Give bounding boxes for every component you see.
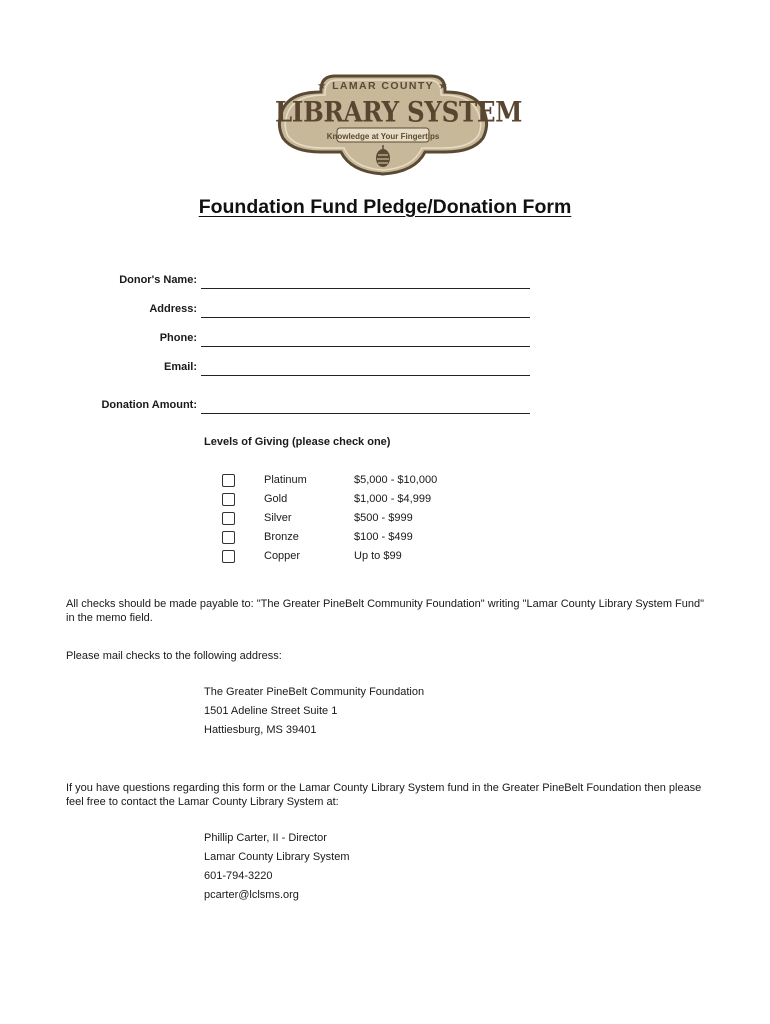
- gold-checkbox[interactable]: [222, 493, 235, 506]
- contact-phone: 601-794-3220: [204, 870, 273, 882]
- contact-name: Phillip Carter, II - Director: [204, 832, 327, 844]
- copper-checkbox[interactable]: [222, 550, 235, 563]
- phone-field[interactable]: [201, 346, 530, 347]
- address-field[interactable]: [201, 317, 530, 318]
- giving-level-platinum: [222, 474, 522, 490]
- level-name: Silver: [264, 512, 292, 524]
- library-logo: [275, 74, 523, 176]
- contact-organization: Lamar County Library System: [204, 851, 350, 863]
- level-range: $5,000 - $10,000: [354, 474, 438, 486]
- giving-level-bronze: [222, 531, 522, 547]
- level-name: Bronze: [264, 531, 299, 543]
- donation-amount-label: Donation Amount:: [101, 399, 197, 411]
- giving-level-gold: [222, 493, 522, 509]
- questions-paragraph: If you have questions regarding this form or the Lamar County Library System fund in the Greater PineBelt Foundation then please feel free to contact the Lamar County Library System at:: [66, 782, 702, 808]
- phone-label: Phone:: [159, 332, 197, 344]
- logo-library-system-text: LIBRARY SYSTEM: [275, 94, 523, 129]
- silver-checkbox[interactable]: [222, 512, 235, 525]
- level-name: Copper: [264, 550, 301, 562]
- bronze-checkbox[interactable]: [222, 531, 235, 544]
- donor-name-field[interactable]: [201, 288, 530, 289]
- mail-address-line: Hattiesburg, MS 39401: [204, 724, 317, 736]
- giving-level-copper: [222, 550, 522, 566]
- level-name: Gold: [264, 493, 288, 505]
- level-range: Up to $99: [354, 550, 402, 562]
- level-name: Platinum: [264, 474, 307, 486]
- checks-payable-paragraph: All checks should be made payable to: "The Greater PineBelt Community Foundation" writing "Lamar County Library System Fund" in the memo field.: [66, 598, 705, 624]
- mail-address-line: The Greater PineBelt Community Foundation: [204, 686, 425, 698]
- form-title: Foundation Fund Pledge/Donation Form: [198, 196, 572, 218]
- email-label: Email:: [163, 361, 197, 373]
- email-field[interactable]: [201, 375, 530, 376]
- level-range: $100 - $499: [354, 531, 413, 543]
- mail-address-line: 1501 Adeline Street Suite 1: [204, 705, 338, 717]
- donor-name-label: Donor's Name:: [119, 274, 197, 286]
- logo-tagline: Knowledge at Your Fingertips: [326, 132, 440, 141]
- mail-intro-paragraph: Please mail checks to the following address:: [66, 650, 282, 662]
- level-range: $500 - $999: [354, 512, 413, 524]
- address-label: Address:: [149, 303, 197, 315]
- level-range: $1,000 - $4,999: [354, 493, 432, 505]
- donation-amount-field[interactable]: [201, 413, 530, 414]
- contact-email-link[interactable]: pcarter@lclsms.org: [204, 889, 299, 901]
- platinum-checkbox[interactable]: [222, 474, 235, 487]
- giving-level-silver: [222, 512, 522, 528]
- logo-county-text: ★ LAMAR COUNTY ★: [316, 80, 450, 92]
- levels-of-giving-heading: Levels of Giving (please check one): [204, 436, 391, 448]
